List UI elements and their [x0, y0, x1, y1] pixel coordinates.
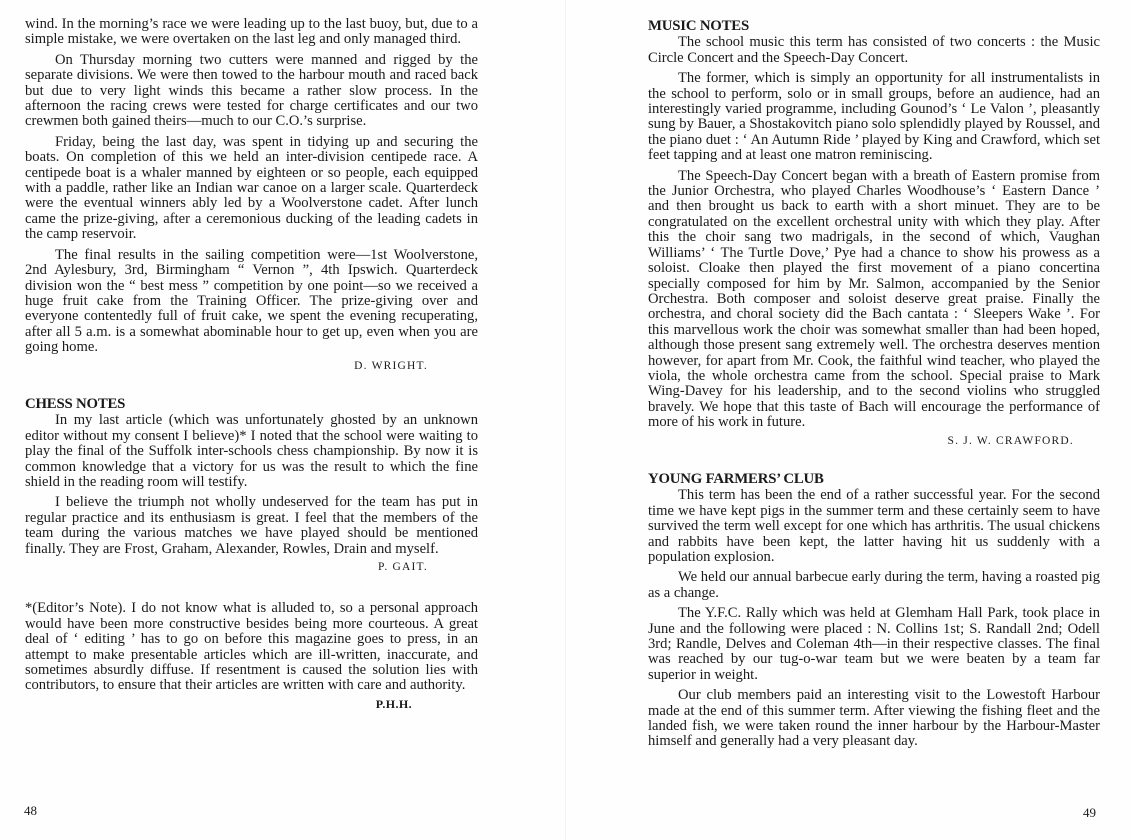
section-heading: MUSIC NOTES [648, 18, 749, 34]
paragraph: Our club members paid an interesting visit to the Lowestoft Harbour made at the end of this summer term. After viewing the fishing fleet and the landed fish, we were taken round the inner harbour by the Harbour-Master himself and generally had a very pleasant day. [648, 687, 1100, 750]
right-page [565, 0, 1130, 840]
chess-notes-section [25, 397, 478, 575]
music-notes-section [648, 19, 1100, 449]
page-number: 49 [1083, 805, 1096, 820]
paragraph: I believe the triumph not wholly undeserved for the team has put in regular practice and its enthusiasm is great. I feel that the members of the team during the various matches we have played should be mentioned finally. They are Frost, Graham, Alexander, Rowles, Drain and myself. [25, 494, 478, 557]
section-heading: CHESS NOTES [25, 395, 126, 412]
author-signature: S. J. W. CRAWFORD. [947, 434, 1074, 447]
sailing-article-continued [25, 17, 478, 374]
paragraph: The school music this term has consisted of two concerts : the Music Circle Concert and the Speech-Day Concert. [648, 34, 1100, 66]
section-heading: YOUNG FARMERS’ CLUB [648, 470, 824, 487]
author-signature: P. GAIT. [378, 561, 428, 573]
page-number: 48 [24, 803, 37, 818]
paragraph: The final results in the sailing competition were—1st Woolverstone, 2nd Aylesbury, 3rd, Birmingham “ Vernon ”, 4th Ipswich. Quarterdeck division won the “ best mess ” competition by one point—so we received a huge fruit cake from the Training Officer. The prize-giving over and everyone contentedly full of fruit cake, we spent the evening recuperating, after all 5 a.m. is a somewhat abominable hour to get up, even when you are going home. [25, 246, 478, 356]
author-signature: D. WRIGHT. [354, 359, 428, 372]
paragraph: The Y.F.C. Rally which was held at Glemham Hall Park, took place in June and the following were placed : N. Collins 1st; S. Randall 2nd; Odell 3rd; Randle, Delves and Coleman 4th—in their respective classes. The final was reached by our tug-o-war team but we were beaten by a team far superior in weight. [648, 605, 1100, 683]
paragraph: The Speech-Day Concert began with a breath of Eastern promise from the Junior Orchestra, who played Charles Woodhouse’s ‘ Eastern Dance ’ and then brought us back to earth with a short minuet. They are to be congratulated on the excellent orchestral unity with which they play. After this the choir sang two madrigals, in the second of which, Vaughan Williams’ ‘ The Turtle Dove,’ Pye had a chance to show his prowess as a soloist. Cloake then played the first movement of a piano concertina specially composed for him by Mr. Salmon, accompanied by the Senior Orchestra. Both composer and soloist deserve great praise. Finally the orchestra, and choral society did the Bach cantata : ‘ Sleepers Wake ’. For this marvellous work the choir was somewhat smaller than had been hoped, although those present sang extremely well. The orchestra deserves mention however, for apart from Mr. Cook, the faithful wind teacher, who played the viola, the whole orchestra came from the school. Special praise to Mark Wing-Davey for his leadership, and to the second violins who struggled bravely. We hope that this taste of Bach will encourage the performance of more of his work in future. [648, 167, 1100, 431]
paragraph: In my last article (which was unfortunately ghosted by an unknown editor without my consent I believe)* I noted that the school were waiting to play the final of the Suffolk inter-schools chess championship. By now it is common knowledge that a victory for us was the result to which the fine shield in the reading room will testify. [25, 412, 478, 490]
editors-note [25, 601, 478, 712]
paragraph: wind. In the morning’s race we were leading up to the last buoy, but, due to a simple mistake, we were overtaken on the last leg and only managed third. [25, 16, 478, 48]
left-column [25, 17, 478, 712]
paragraph: On Thursday morning two cutters were manned and rigged by the separate divisions. We were then towed to the harbour mouth and raced back but due to very light winds this became a rather slow process. In the afternoon the racing crews were tested for charge certificates and our two crewmen both gained theirs—much to our C.O.’s surprise. [25, 51, 478, 130]
young-farmers-club-section [648, 472, 1100, 750]
paragraph: This term has been the end of a rather successful year. For the second time we have kept pigs in the summer term and these certainly seem to have survived the term well except for one which has arthritis. The usual chickens and rabbits have been kept, the latter having hit us suddenly with a population explosion. [648, 487, 1100, 565]
editor-signature: P.H.H. [375, 696, 412, 711]
editors-note-text: *(Editor’s Note). I do not know what is alluded to, so a personal approach would have been more constructive besides being more courteous. A great deal of ‘ editing ’ has to go on before this magazine goes to press, in an attempt to make presentable articles which are ill-written, inaccurate, and sometimes absurdly diffuse. If resentment is caused the solution lies with contributors, to ensure that their articles are written with care and authority. [25, 600, 478, 694]
paragraph: The former, which is simply an opportunity for all instrumentalists in the school to perform, solo or in small groups, before an audience, had an interestingly varied programme, including Gounod’s ‘ Le Valon ’, pleasantly sung by Bauer, a Shostakovitch piano solo splendidly played by Roussel, and the piano duet : ‘ An Autumn Ride ’ played by King and Crawford, which set feet tapping and at least one matron reminiscing. [648, 70, 1100, 164]
paragraph: We held our annual barbecue early during the term, having a roasted pig as a change. [648, 569, 1100, 601]
right-column [648, 19, 1100, 755]
paragraph: Friday, being the last day, was spent in tidying up and securing the boats. On completion of this we held an inter-division centipede race. A centipede boat is a whaler manned by eighteen or so people, each equipped with a paddle, rather like an Indian war canoe on a larger scale. Quarterdeck were the eventual winners ably led by a Woolverstone cadet. After lunch came the prize-giving, after a ceremonious ducking of the leading cadets in the camp reservoir. [25, 133, 478, 243]
